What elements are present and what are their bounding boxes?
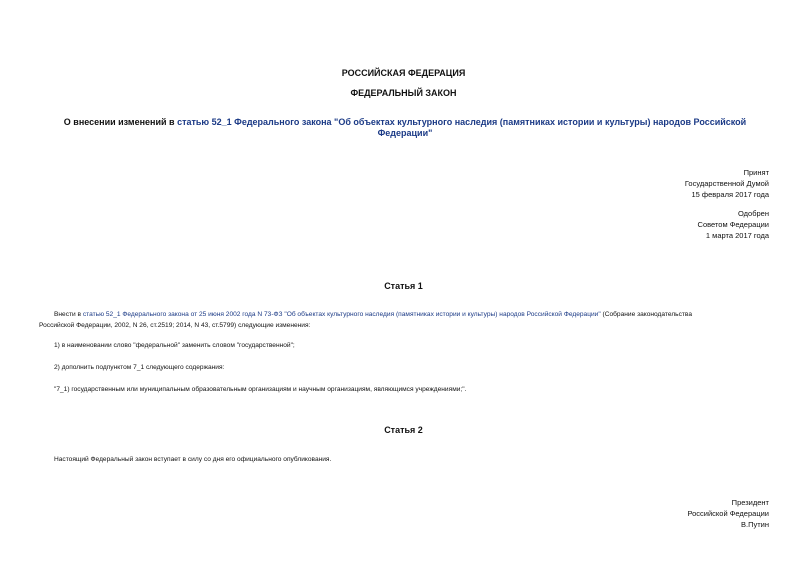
title-prefix: О внесении изменений в	[63, 117, 178, 127]
country-heading: РОССИЙСКАЯ ФЕДЕРАЦИЯ	[341, 68, 466, 78]
article-1-item-1: 1) в наименовании слово "федеральной" заменить словом "государственной";	[54, 342, 295, 349]
signatory-name: В.Путин	[741, 520, 769, 529]
article-2-text: Настоящий Федеральный закон вступает в силу со дня его официального опубликования.	[54, 456, 332, 463]
article-1-intro-line-2: Российской Федерации, 2002, N 26, ст.2519; 2014, N 43, ст.5799) следующие изменения:	[39, 322, 311, 329]
title-law-link[interactable]: статью 52_1 Федерального закона "Об объектах культурного наследия (памятниках истории и культуры) народов Российской Федерации"	[177, 117, 747, 138]
article-1-intro-prefix: Внести в	[54, 311, 83, 318]
approval-date: 1 марта 2017 года	[705, 231, 769, 240]
article-2-heading: Статья 2	[384, 425, 423, 435]
approval-status: Одобрен	[738, 209, 769, 218]
signature-block	[687, 497, 769, 530]
article-1-heading: Статья 1	[384, 281, 423, 291]
adoption-body: Государственной Думой	[684, 179, 769, 188]
article-1-intro-suffix: (Собрание законодательства	[600, 311, 693, 318]
signatory-country: Российской Федерации	[687, 509, 769, 518]
adoption-block	[685, 167, 769, 200]
article-1-item-2: 2) дополнить подпунктом 7_1 следующего содержания:	[54, 364, 225, 371]
signatory-title: Президент	[731, 498, 769, 507]
adoption-status: Принят	[743, 168, 769, 177]
article-1-item-3: "7_1) государственным или муниципальным образовательным организациям и научным организациям, являющимся учреждениями;".	[54, 386, 467, 393]
document-title	[55, 117, 755, 139]
article-1-law-link[interactable]: статью 52_1 Федерального закона от 25 июня 2002 года N 73-ФЗ "Об объектах культурного наследия (памятниках истории и культуры) народов Российской Федерации"	[82, 311, 601, 318]
approval-block	[698, 208, 769, 241]
approval-body: Советом Федерации	[697, 220, 769, 229]
adoption-date: 15 февраля 2017 года	[691, 190, 769, 199]
document-type-heading: ФЕДЕРАЛЬНЫЙ ЗАКОН	[350, 88, 457, 98]
